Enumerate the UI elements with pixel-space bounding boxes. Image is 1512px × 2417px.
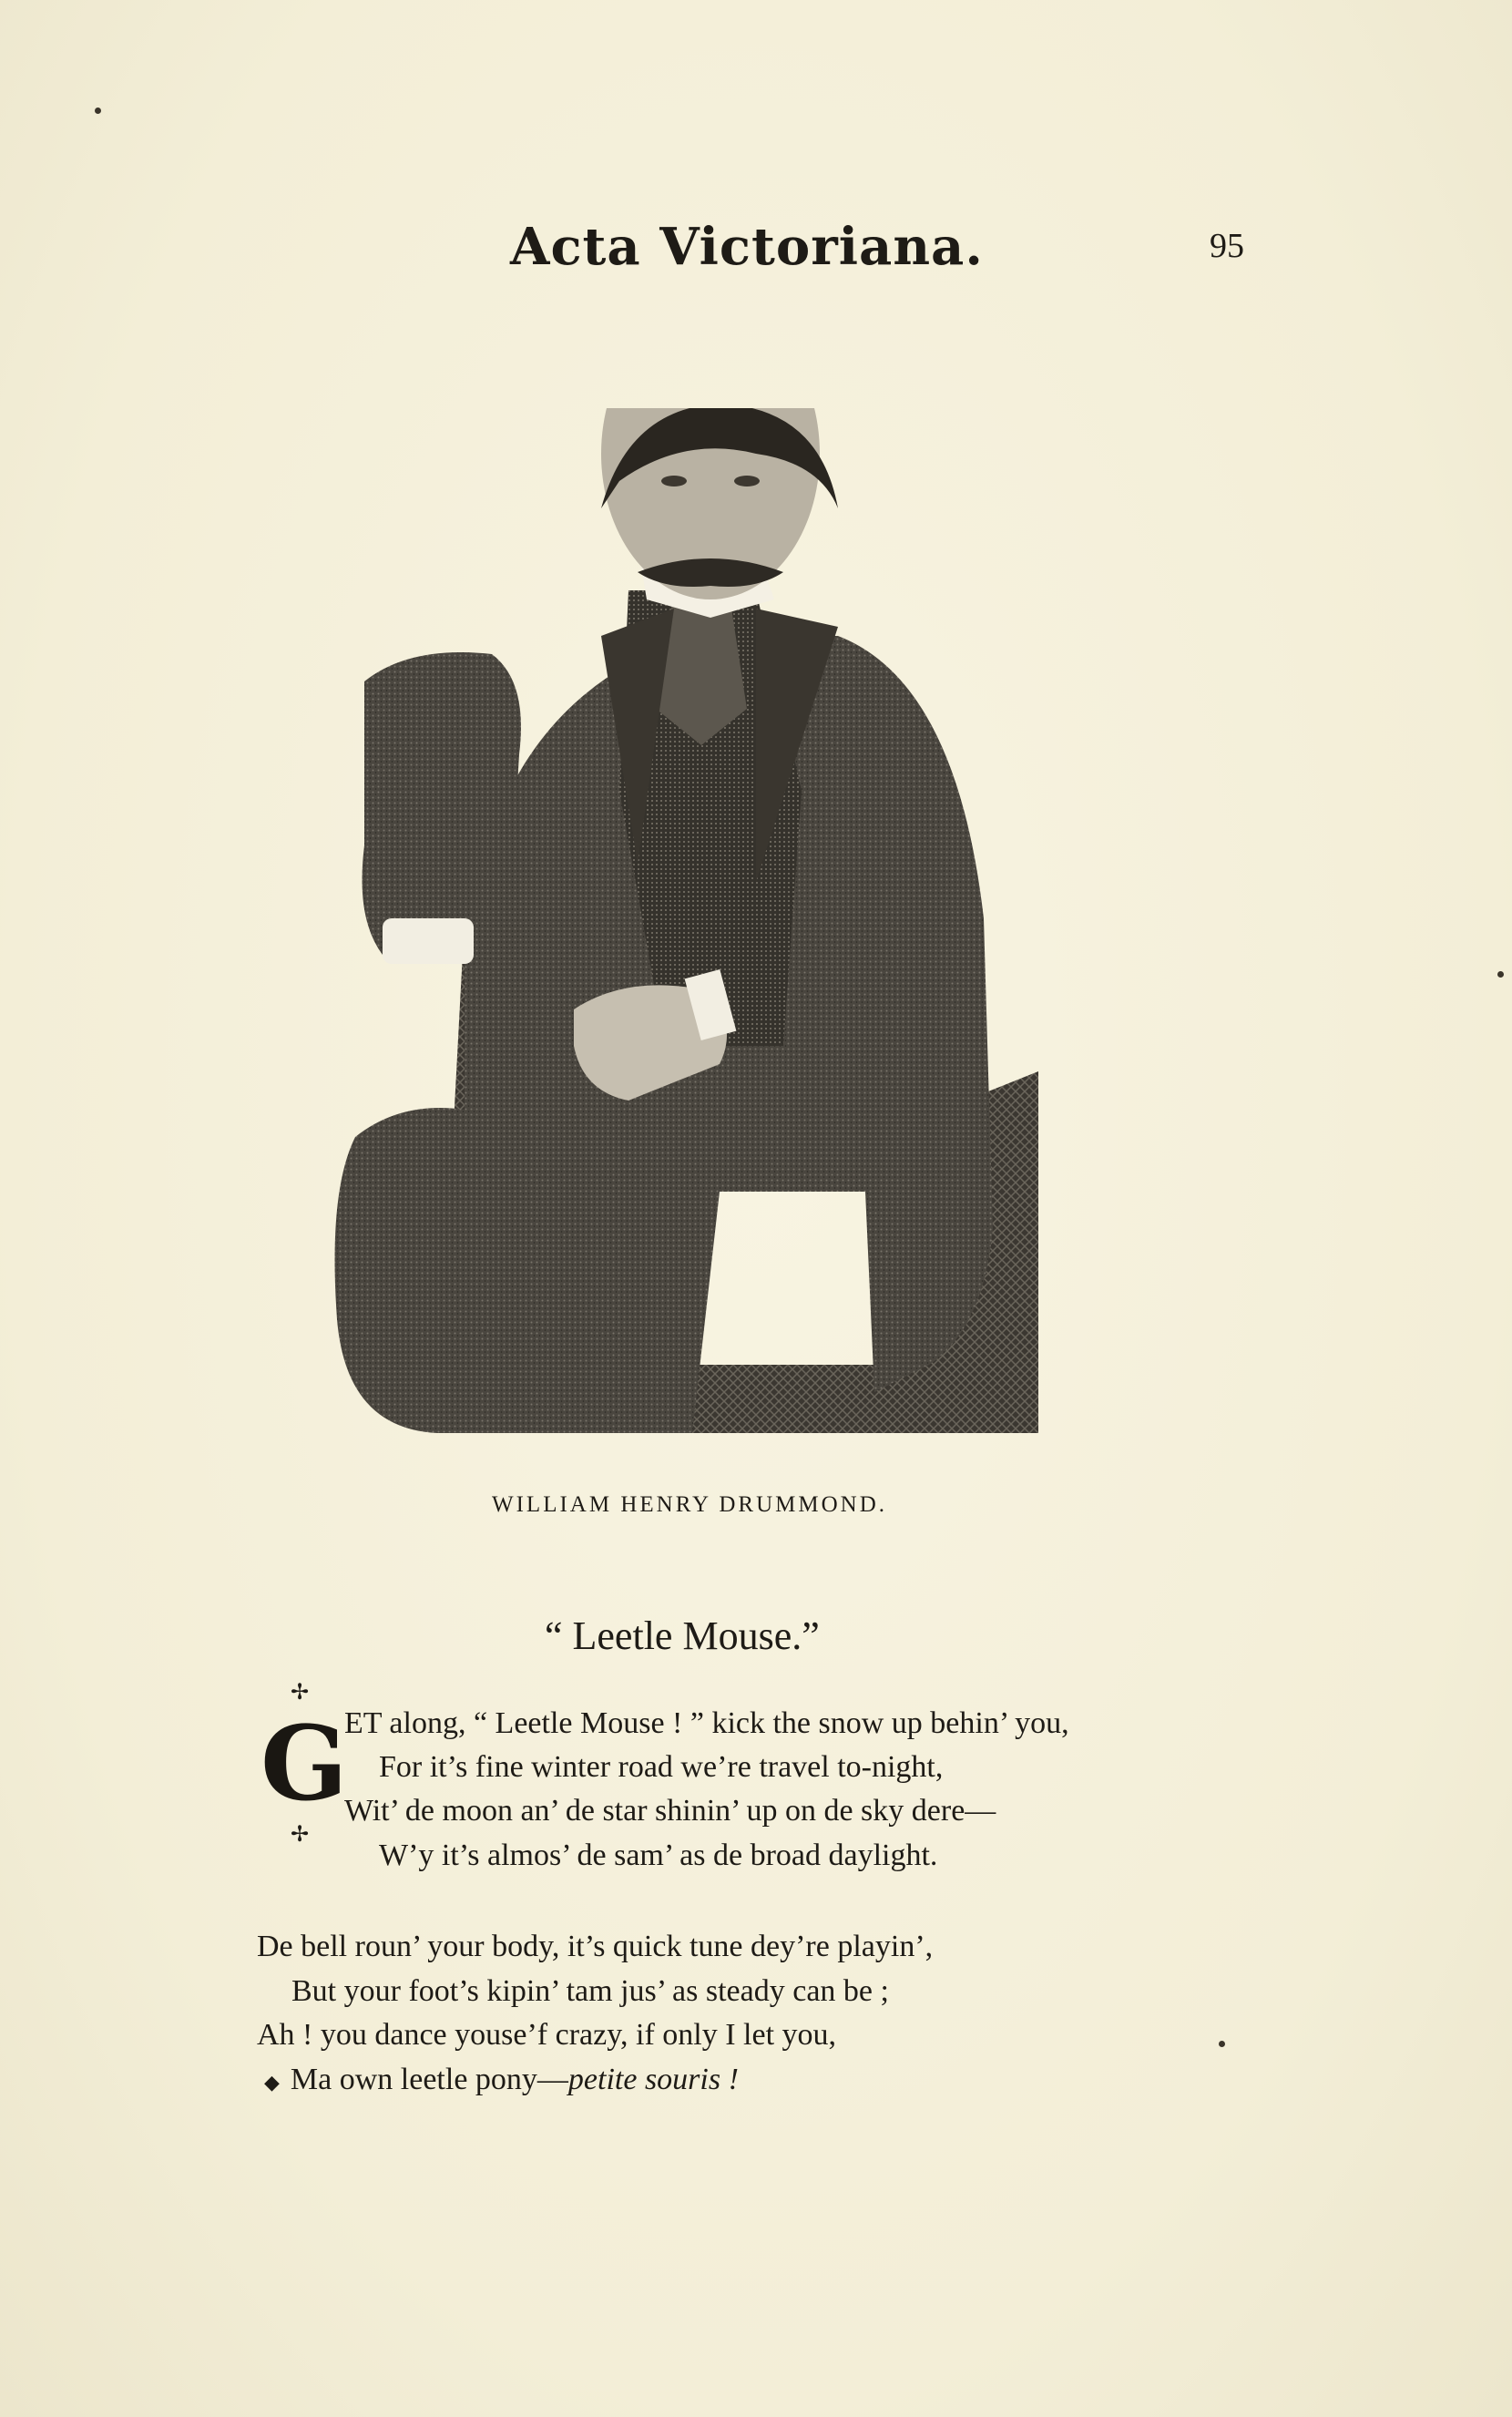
portrait-caption: WILLIAM HENRY DRUMMOND.: [492, 1492, 888, 1517]
portrait-photograph: [328, 408, 1038, 1433]
last-line-text: Ma own leetle pony—: [290, 2063, 568, 2096]
poem-line-last: [264, 2063, 739, 2097]
running-head: [0, 217, 1512, 281]
poem-line: De bell roun’ your body, it’s quick tune dey’re playin’,: [257, 1930, 934, 1963]
page-number: 95: [1210, 227, 1244, 265]
eye: [661, 476, 687, 486]
last-line-italic: petite souris !: [567, 2063, 739, 2096]
poem-line: For it’s fine winter road we’re travel to-night,: [379, 1750, 944, 1784]
poem-title: “ Leetle Mouse.”: [545, 1613, 820, 1658]
eye: [734, 476, 760, 486]
poem-line: Ah ! you dance youse’f crazy, if only I let you,: [257, 2018, 837, 2052]
portrait-image: [328, 408, 1038, 1433]
dropcap-ornament-icon: ✢: [290, 1681, 310, 1705]
ink-speck: [1219, 2041, 1225, 2047]
dropcap-letter: G: [261, 1705, 348, 1824]
dropcap-ornament-icon: ✢: [290, 1823, 310, 1847]
poem-line: But your foot’s kipin’ tam jus’ as steady can be ;: [291, 1974, 889, 2008]
ink-speck: [95, 108, 101, 114]
ink-speck: [1497, 971, 1504, 978]
journal-title: Acta Victoriana.: [510, 217, 984, 277]
poem-line: W’y it’s almos’ de sam’ as de broad daylight.: [379, 1838, 938, 1872]
poem-line: Wit’ de moon an’ de star shinin’ up on de sky dere—: [344, 1794, 996, 1828]
left-arm: [363, 652, 522, 955]
poem-line: ET along, “ Leetle Mouse ! ” kick the snow up behin’ you,: [344, 1706, 1069, 1740]
left-cuff: [383, 918, 474, 964]
drop-cap: [261, 1681, 348, 1847]
bullet-ornament-icon: ◆: [264, 2071, 280, 2094]
